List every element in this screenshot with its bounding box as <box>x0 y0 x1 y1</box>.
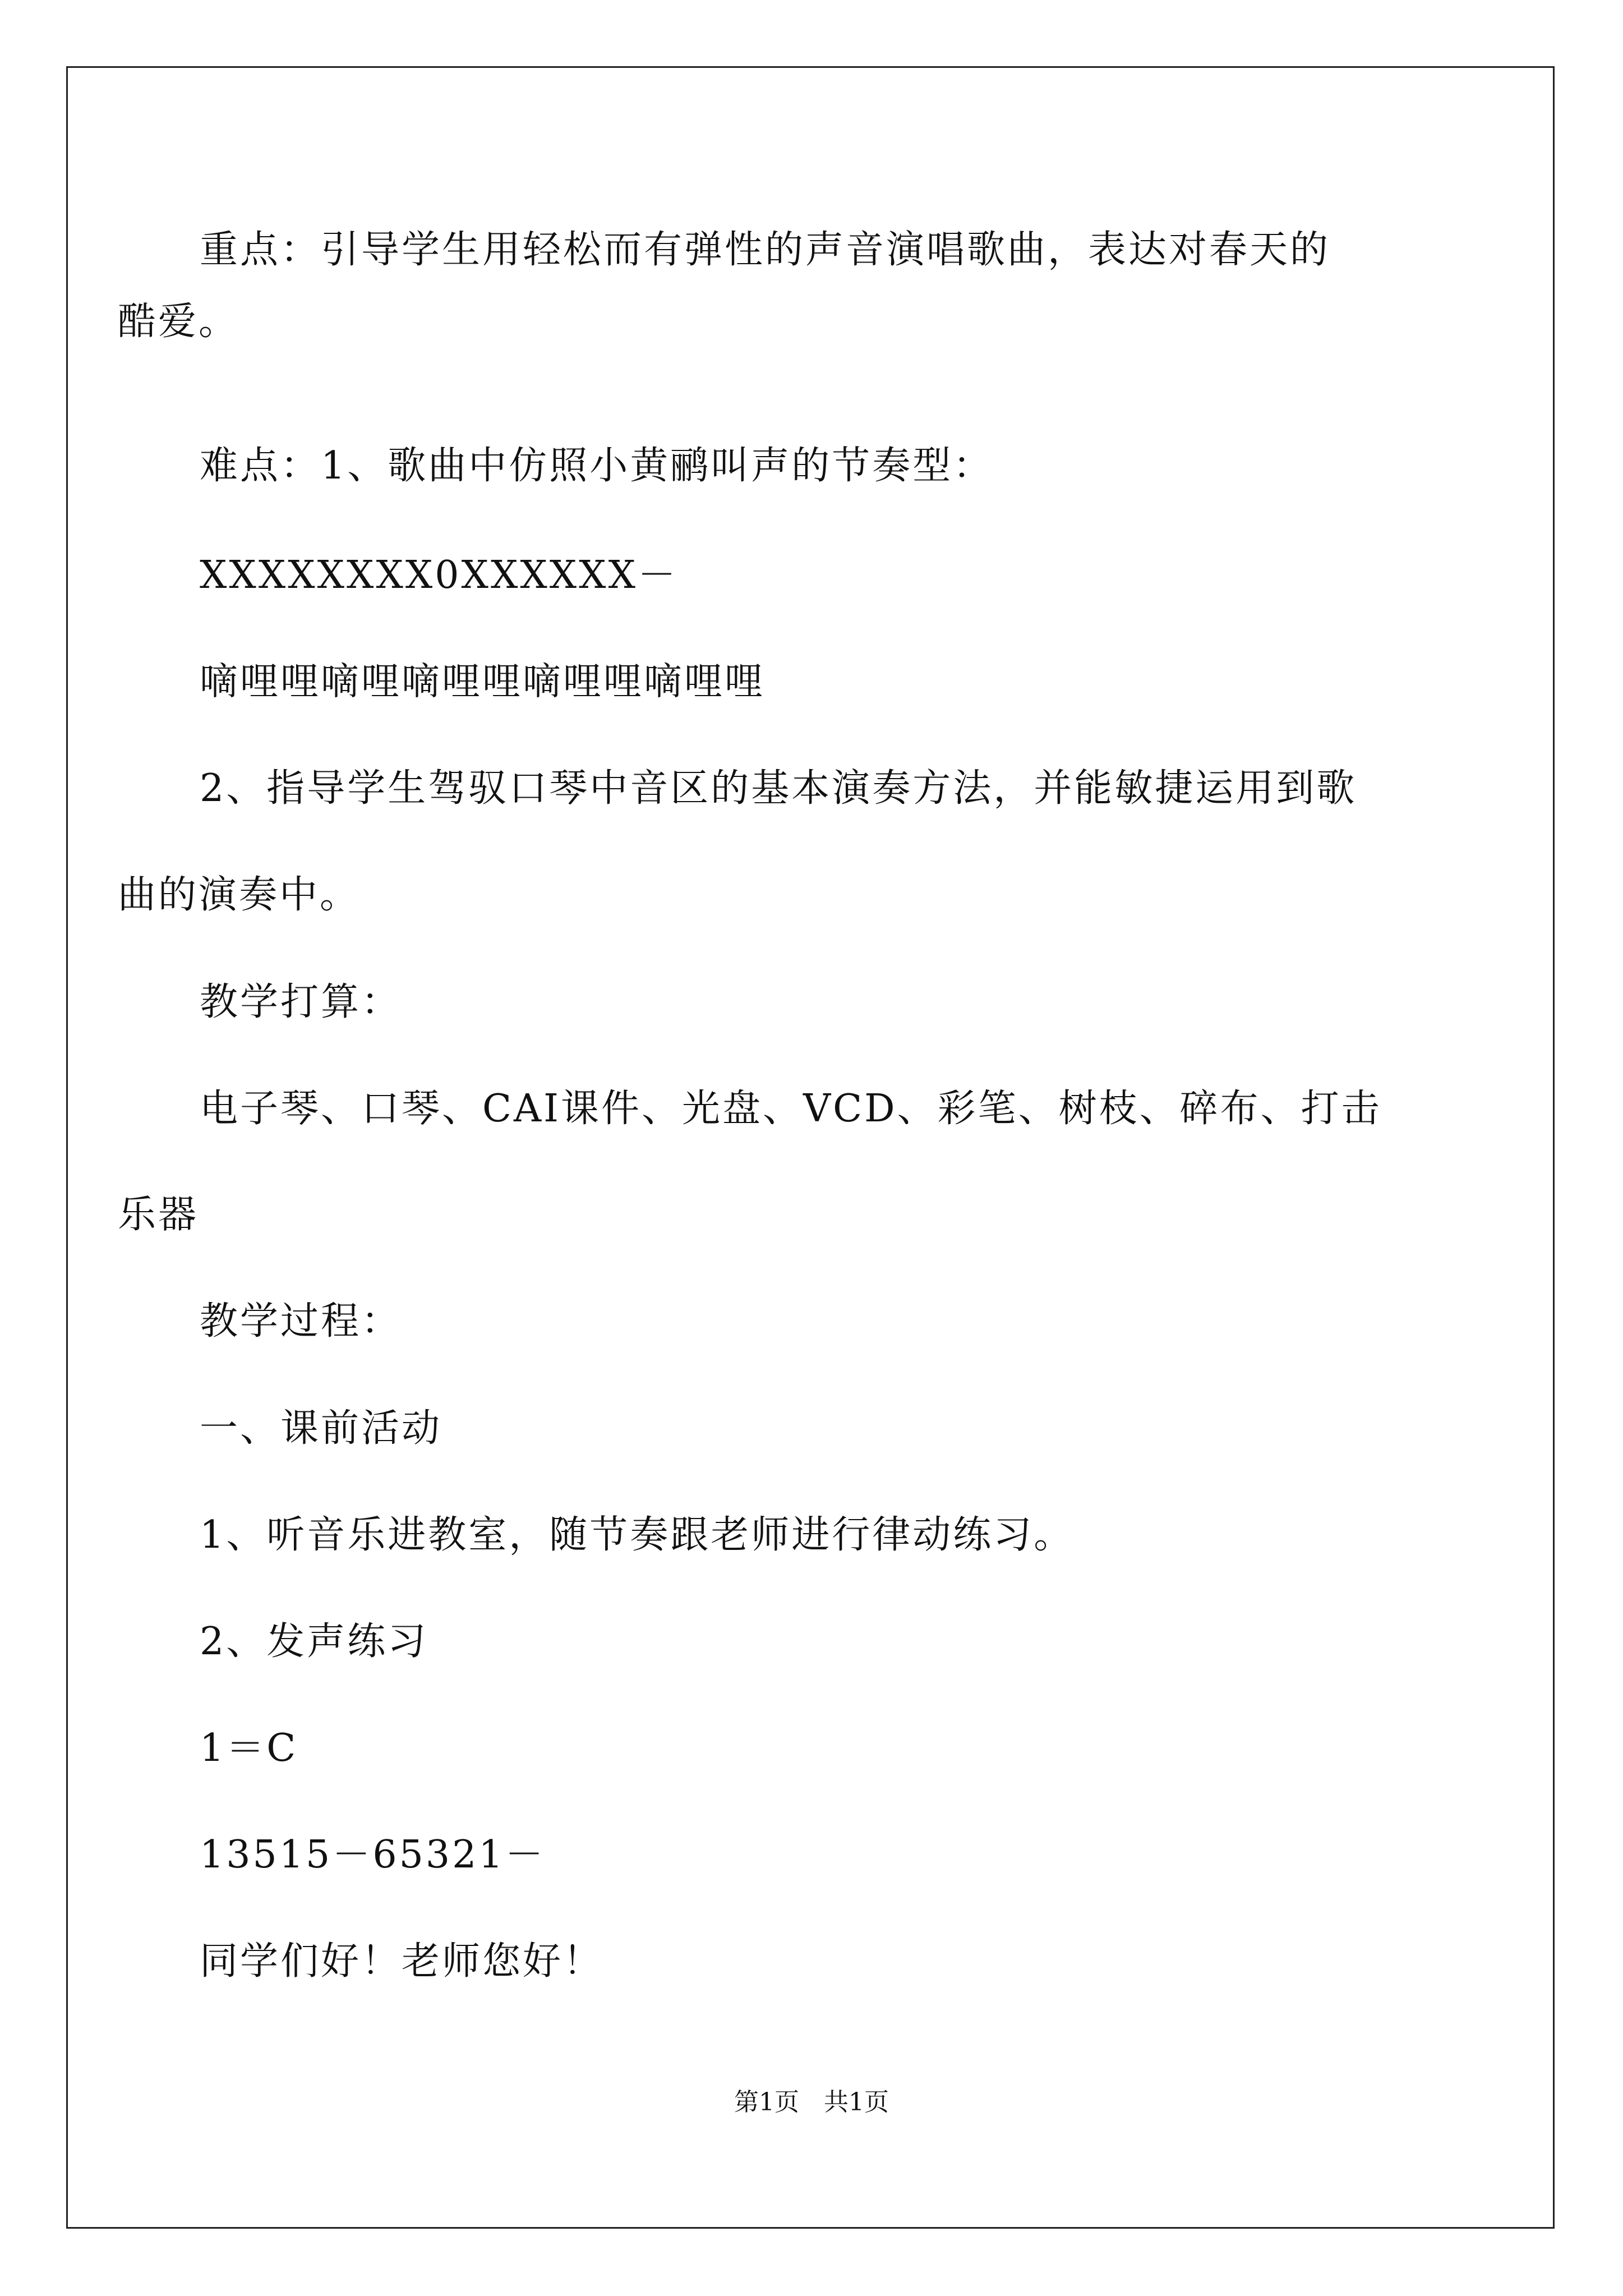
text-line: 1＝C <box>200 1726 298 1770</box>
text-line: 2、指导学生驾驭口琴中音区的基本演奏方法，并能敏捷运用到歌 <box>200 766 1357 811</box>
text-line: 2、发声练习 <box>200 1619 428 1664</box>
text-line: 教学打算： <box>200 980 402 1024</box>
text-line: 一、课前活动 <box>200 1406 442 1451</box>
text-line: 曲的演奏中。 <box>118 873 361 917</box>
text-line: XXXXXXXX0XXXXXX－ <box>200 553 679 597</box>
text-line: 重点：引导学生用轻松而有弹性的声音演唱歌曲，表达对春天的 <box>200 228 1331 272</box>
text-line: 教学过程： <box>200 1299 402 1343</box>
text-line: 嘀哩哩嘀哩嘀哩哩嘀哩哩嘀哩哩 <box>200 660 766 704</box>
page-footer: 第1页 共1页 <box>734 2088 889 2116</box>
text-line: 13515－65321－ <box>200 1833 546 1877</box>
text-line: 乐器 <box>118 1193 199 1237</box>
text-line: 酷爱。 <box>118 300 239 344</box>
text-line: 难点：1、歌曲中仿照小黄鹂叫声的节奏型： <box>200 444 994 488</box>
text-line: 同学们好！老师您好！ <box>200 1939 604 1984</box>
page-border <box>66 66 1555 2229</box>
text-line: 电子琴、口琴、CAI课件、光盘、VCD、彩笔、树枝、碎布、打击 <box>200 1087 1382 1131</box>
text-line: 1、听音乐进教室，随节奏跟老师进行律动练习。 <box>200 1513 1075 1557</box>
